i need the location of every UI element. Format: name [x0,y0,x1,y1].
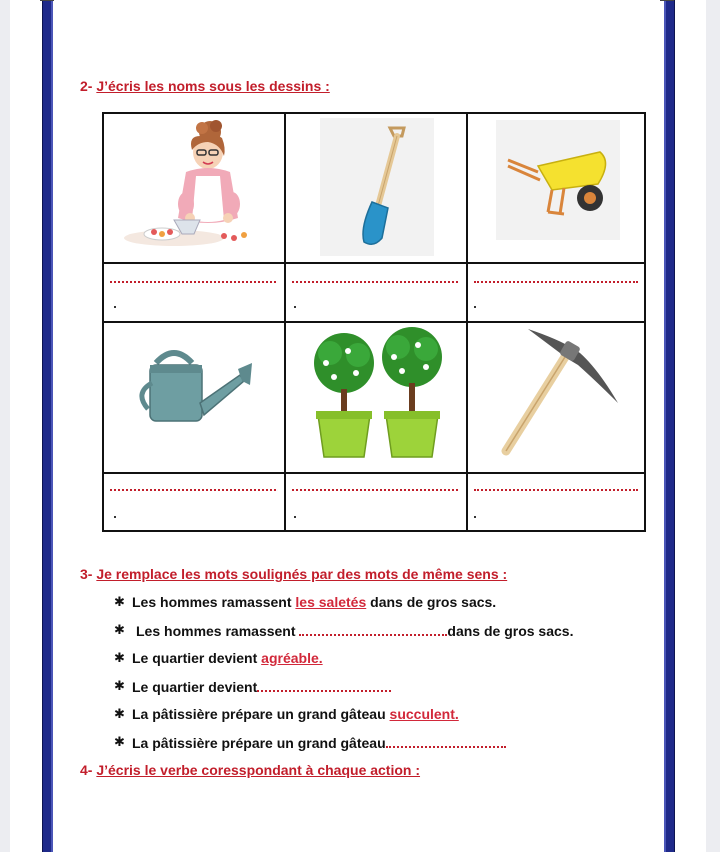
bullet-icon: ✱ [114,734,125,749]
picture-shovel [286,114,466,262]
page-border-left [42,0,53,852]
bullet-icon: ✱ [114,622,125,637]
answer-line-2 [292,281,458,283]
answer-dot-6 [474,516,476,518]
picture-pickaxe [468,323,646,472]
corner-mark-left [40,0,54,9]
answer-line-4 [110,489,276,491]
section-3-title [80,566,507,582]
sentence-3: Le quartier devient agréable. [132,650,323,666]
sentence-1: Les hommes ramassent les saletés dans de gros sacs. [132,594,497,610]
answer-dot-5 [294,516,296,518]
sentence-2: Les hommes ramassent dans de gros sacs. [136,623,574,639]
bullet-icon: ✱ [114,706,125,721]
section-4-title [80,762,420,778]
picture-watering-can [104,323,284,472]
sentence-5: La pâtissière prépare un grand gâteau succulent. [132,706,459,722]
picture-pastry-chef [104,114,284,262]
picture-potted-trees [286,323,466,472]
answer-dot-3 [474,306,476,308]
section-number: 4- [80,762,93,778]
answer-line-3 [474,281,638,283]
fill-in-blank-2[interactable] [257,678,391,692]
corner-mark-right [660,0,674,9]
bullet-icon: ✱ [114,650,125,665]
section-title-text: J’écris les noms sous les dessins : [96,78,330,94]
answer-dot-1 [114,306,116,308]
picture-grid [102,112,646,532]
section-number: 2- [80,78,93,94]
section-title-text: J’écris le verbe coresspondant à chaque action : [96,762,421,778]
section-number: 3- [80,566,93,582]
answer-line-5 [292,489,458,491]
sentence-4: Le quartier devient [132,678,391,695]
page-border-right [664,0,675,852]
picture-wheelbarrow [468,114,646,262]
answer-dot-4 [114,516,116,518]
bullet-icon: ✱ [114,594,125,609]
sentence-6: La pâtissière prépare un grand gâteau [132,734,506,751]
fill-in-blank-3[interactable] [386,734,506,748]
answer-line-6 [474,489,638,491]
section-title-text: Je remplace les mots soulignés par des mots de même sens : [96,566,508,582]
answer-dot-2 [294,306,296,308]
bullet-icon: ✱ [114,678,125,693]
fill-in-blank-1[interactable] [299,622,447,636]
section-2-title [80,78,330,94]
answer-line-1 [110,281,276,283]
